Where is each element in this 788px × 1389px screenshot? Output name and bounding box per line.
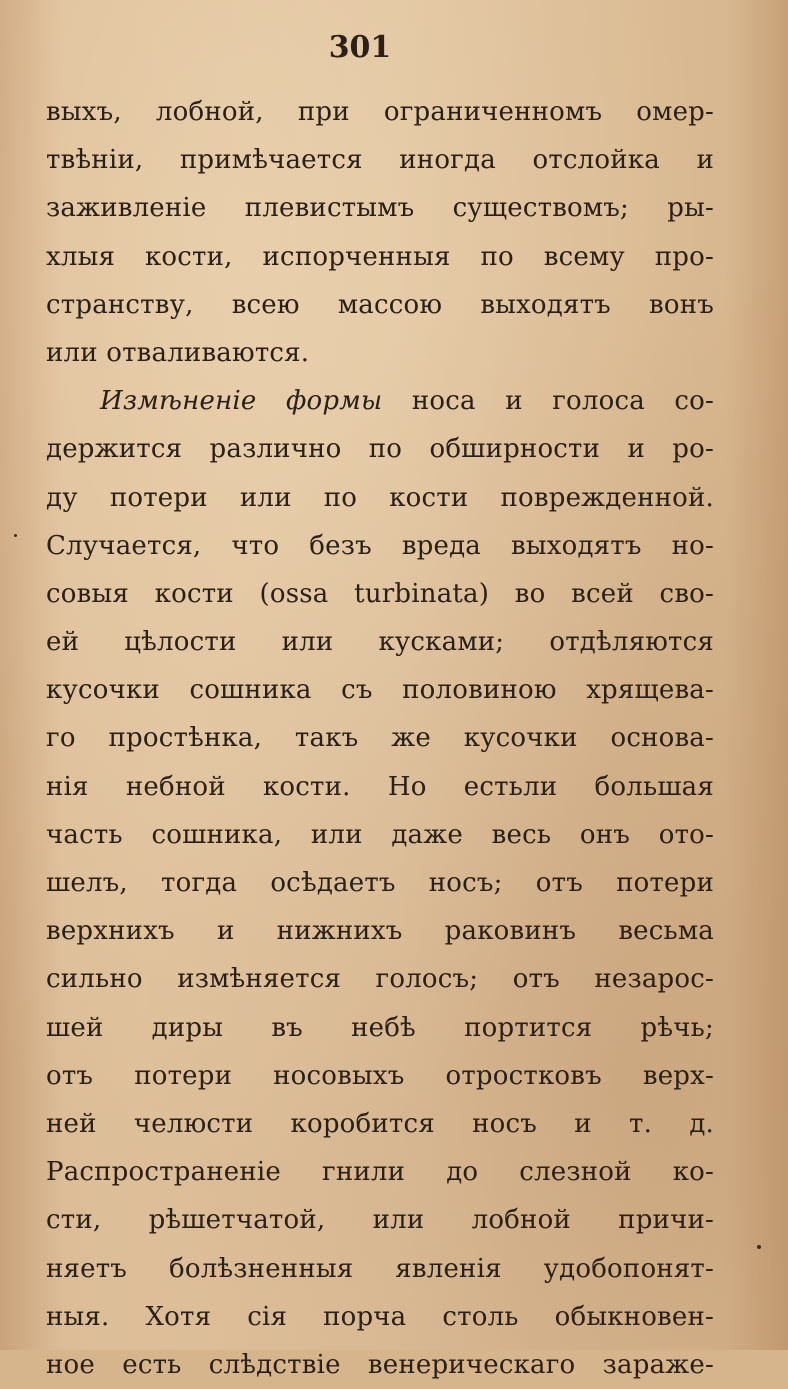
text-run: носа и голоса со- <box>411 386 715 417</box>
ink-speck <box>757 1245 761 1249</box>
text-line: сти, рѣшетчатой, или лобной причи- <box>46 1205 714 1236</box>
text-line: или отваливаются. <box>46 337 310 368</box>
text-line: совыя кости (ossa turbinata) во всей сво- <box>46 578 714 609</box>
text-line: го простѣнка, такъ же кусочки основа- <box>46 723 714 754</box>
text-line: странству, всею массою выходятъ вонъ <box>46 289 714 320</box>
text-line: выхъ, лобной, при ограниченномъ омер- <box>46 97 714 127</box>
paragraph-first-line <box>46 377 714 425</box>
text-line: нія небной кости. Но естьли большая <box>46 771 714 802</box>
text-line: часть сошника, или даже весь онъ отo- <box>46 819 714 850</box>
text-line: верхнихъ и нижнихъ раковинъ весьма <box>46 916 714 947</box>
text-line: Распространеніе гнили до слезной ко- <box>46 1157 714 1188</box>
text-line: ное есть слѣдствіе венерическаго зараже- <box>46 1349 714 1380</box>
text-line: хлыя кости, испорченныя по всему про- <box>46 241 714 272</box>
ink-speck <box>14 534 17 537</box>
page-number: 301 <box>328 30 392 65</box>
text-line: няетъ болѣзненныя явленія удобопонят- <box>46 1253 714 1284</box>
text-line: шелъ, тогда осѣдаетъ носъ; отъ потери <box>46 868 714 898</box>
text-line: сильно измѣняется голосъ; отъ незарос- <box>46 964 714 995</box>
text-line: ей цѣлости или кусками; отдѣляются <box>46 627 714 658</box>
text-line: Случается, что безъ вреда выходятъ но- <box>46 530 714 561</box>
text-line: кусочки сошника съ половиною хрящева- <box>46 675 714 706</box>
text-line: шей диры въ небѣ портится рѣчь; <box>46 1012 714 1043</box>
page-text <box>46 88 714 1389</box>
text-line: держится различно по обширности и ро- <box>46 434 714 465</box>
text-line: ныя. Хотя сія порча столь обыкновен- <box>46 1301 714 1332</box>
text-line: отъ потери носовыхъ отростковъ верх- <box>46 1060 714 1091</box>
text-line: ду потери или по кости поврежденной. <box>46 482 714 513</box>
italic-heading: Измѣненіе формы <box>100 386 383 417</box>
text-line: ней челюсти коробится носъ и т. д. <box>46 1108 714 1139</box>
text-line: твѣніи, примѣчается иногда отслойка и <box>46 145 714 176</box>
text-line: заживленіе плевистымъ существомъ; ры- <box>46 193 714 224</box>
